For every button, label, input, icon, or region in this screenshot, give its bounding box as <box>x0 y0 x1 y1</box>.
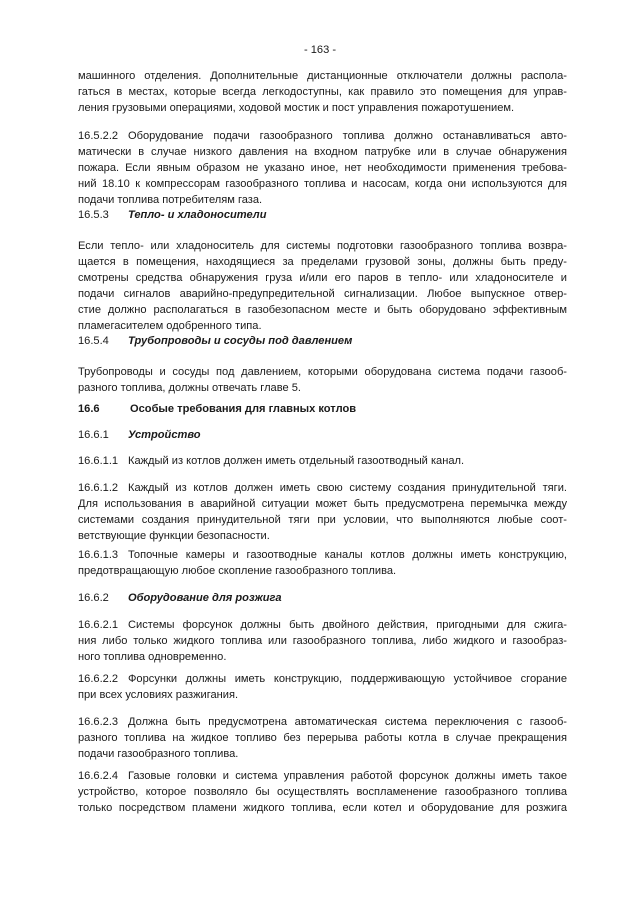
clause-number: 16.5.4 <box>78 335 109 347</box>
clause-number: 16.6.1.2 <box>78 482 119 494</box>
paragraph-16-5-2-2 <box>78 128 567 208</box>
paragraph-16-6-1-3 <box>78 547 567 579</box>
text-line: щается в помещения, находящиеся за пределами грузовой зоны, должны быть преду- <box>78 256 567 268</box>
text-line: ний 18.10 к компрессорам газообразного топлива и насосам, когда они используются для <box>78 178 567 190</box>
section-number: 16.6 <box>78 403 100 415</box>
text-line: подачи сигналов аварийно-предупредительной сигнализации. Любое выпускное отвер- <box>78 288 567 300</box>
text-line: Газовые головки и система управления работой форсунок должны иметь такое <box>128 770 567 782</box>
text-line: Должна быть предусмотрена автоматическая система переключения с газооб- <box>128 716 567 728</box>
text-line: ния либо только жидкого топлива или газообразного топлива, либо жидкого и газообраз- <box>78 635 567 647</box>
heading-title: Тепло- и хладоносители <box>128 209 267 221</box>
paragraph-16-6-2-3 <box>78 714 567 762</box>
clause-number: 16.6.1.1 <box>78 455 119 467</box>
text-line: ного топлива одновременно. <box>78 651 227 663</box>
clause-number: 16.6.2.3 <box>78 716 119 728</box>
clause-number: 16.6.2.4 <box>78 770 119 782</box>
text-line: гаться в местах, которые всегда легкодоступны, как правило это помещения для управ- <box>78 86 567 98</box>
clause-number: 16.5.2.2 <box>78 130 119 142</box>
text-line: стие должно располагаться в газобезопасном месте и быть оборудовано эффективным <box>78 304 567 316</box>
paragraph-16-6-2-1 <box>78 617 567 665</box>
text-line: пламегасителем одобренного типа. <box>78 320 262 332</box>
text-line: Каждый из котлов должен иметь свою систему создания принудительной тяги. <box>128 482 567 494</box>
text-line: пожара. Если явным образом не указано иное, нет необходимости применения требова- <box>78 162 567 174</box>
text-line: Топочные камеры и газоотводные каналы котлов должны иметь конструкцию, <box>128 549 567 561</box>
text-line: разного топлива на жидкое топливо без перерыва работы котла в случае прекращения <box>78 732 567 744</box>
text-line: Каждый из котлов должен иметь отдельный газоотводный канал. <box>128 455 465 467</box>
heading-16-5-4 <box>78 333 567 349</box>
text-line: матически в случае низкого давления на входном патрубке или в случае обнаружения <box>78 146 567 158</box>
paragraph-pipes <box>78 364 567 396</box>
heading-16-6-2 <box>78 590 567 606</box>
text-line: Оборудование подачи газообразного топлива должно останавливаться авто- <box>128 130 567 142</box>
text-line: устройство, которое позволяло бы осуществлять воспламенение газообразного топлива <box>78 786 567 798</box>
heading-16-6-1 <box>78 427 567 443</box>
text-line: разного топлива, должны отвечать главе 5. <box>78 382 301 394</box>
text-line: ветствующие функции безопасности. <box>78 530 270 542</box>
paragraph-16-6-2-2 <box>78 671 567 703</box>
clause-number: 16.6.2.2 <box>78 673 119 685</box>
clause-number: 16.6.2 <box>78 592 109 604</box>
text-line: Форсунки должны иметь конструкцию, поддерживающую устойчивое сгорание <box>128 673 567 685</box>
section-heading-16-6 <box>78 401 567 417</box>
text-line: предотвращающую любое скопление газообразного топлива. <box>78 565 397 577</box>
text-line: только посредством пламени жидкого топлива, если котел и оборудование для розжига <box>78 802 567 814</box>
heading-title: Трубопроводы и сосуды под давлением <box>128 335 353 347</box>
text-line: при всех условиях разжигания. <box>78 689 239 701</box>
paragraph-heat-media <box>78 238 567 334</box>
clause-number: 16.5.3 <box>78 209 109 221</box>
paragraph-16-6-1-1 <box>78 453 567 469</box>
clause-number: 16.6.2.1 <box>78 619 119 631</box>
text-line: Для использования в аварийной ситуации может быть предусмотрена перемычка между <box>78 498 567 510</box>
paragraph-16-6-1-2 <box>78 480 567 544</box>
text-line: подачи газообразного топлива. <box>78 748 239 760</box>
page-number: - 163 - <box>303 44 337 56</box>
clause-number: 16.6.1 <box>78 429 109 441</box>
clause-number: 16.6.1.3 <box>78 549 119 561</box>
text-line: ления грузовыми операциями, ходовой мостик и пост управления пожаротушением. <box>78 102 515 114</box>
heading-16-5-3 <box>78 207 567 223</box>
text-line: Если тепло- или хладоноситель для системы подготовки газообразного топлива возвра- <box>78 240 567 252</box>
text-line: Трубопроводы и сосуды под давлением, которыми оборудована система подачи газооб- <box>78 366 567 378</box>
heading-title: Устройство <box>128 429 201 441</box>
paragraph-continuation <box>78 68 567 116</box>
heading-title: Оборудование для розжига <box>128 592 282 604</box>
text-line: подачи топлива потребителям газа. <box>78 194 263 206</box>
text-line: машинного отделения. Дополнительные дистанционные отключатели должны распола- <box>78 70 567 82</box>
text-line: смотрены средства обнаружения груза и/или его паров в тепло- или хладоносителе и <box>78 272 567 284</box>
section-title: Особые требования для главных котлов <box>130 403 357 415</box>
text-line: системами создания принудительной тяги при условии, что выполняются любые соот- <box>78 514 567 526</box>
paragraph-16-6-2-4 <box>78 768 567 816</box>
text-line: Системы форсунок должны быть двойного действия, пригодными для сжига- <box>128 619 567 631</box>
